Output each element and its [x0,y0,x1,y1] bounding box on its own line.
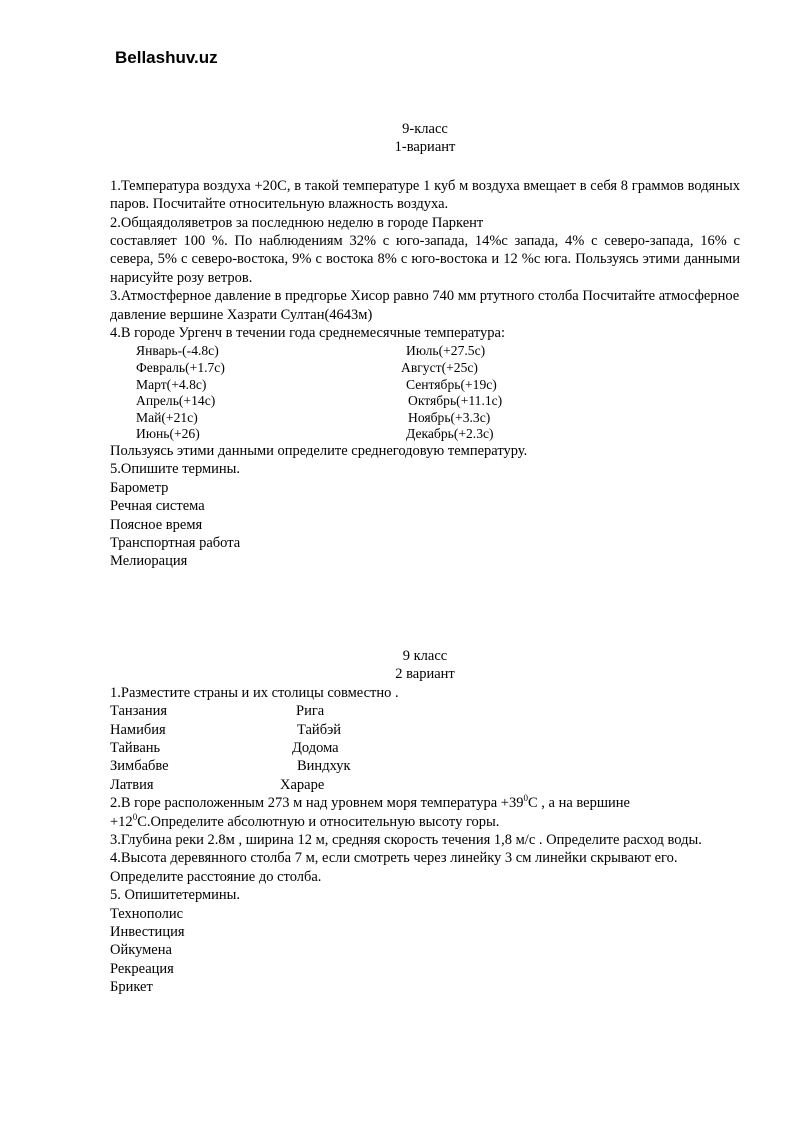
question-2-line1: 2.Общаядоляветров за последнюю неделю в городе Паркент [110,214,484,231]
capital: Виндхук [297,758,351,775]
country: Тайвань [110,740,161,756]
question-2-line2: составляет 100 %. По наблюдениям 32% с юго-запада, 14%с запада, 4% с северо-запада, 16% с севера, 5% с северо-востока, 9% с востока 8% с юго-востока и 12 %с юга. Пользуясь этими данными нарисуйте розу ветров. [110,233,740,286]
variant-title: 2 вариант [395,666,455,683]
month-temp: Апрель(+14с) [136,393,216,409]
country: Зимбабве [110,758,169,775]
question-1: 1.Температура воздуха +20С, в такой температуре 1 куб м воздуха вмещает в себя 8 граммов водяных паров. Посчитайте относительную влажность воздуха. [110,177,740,213]
question-3: 3.Атмостферное давление в предгорье Хисор равно 740 мм ртутного столба Посчитайте атмосферное давление вершине Хазрати Султан(4643м) [110,288,740,323]
month-temp: Октябрь(+11.1с) [408,393,503,409]
capital: Додома [292,740,339,756]
term: Технополис [110,905,184,922]
country: Танзания [110,703,168,720]
question-1: 1.Разместите страны и их столицы совместно . [110,684,399,701]
month-temp: Июль(+27.5с) [406,343,486,359]
question-4: 4.Высота деревянного столба 7 м, если смотреть через линейку 3 см линейки скрывают его. Определите расстояние до столба. [110,850,678,885]
term: Ойкумена [110,942,172,959]
month-temperature-table [110,342,740,442]
month-temp: Февраль(+1.7с) [136,360,225,376]
countries-capitals-table [110,702,740,794]
question-2-part-b: С , а на вершине +12 [110,795,630,830]
question-4: 4.В городе Ургенч в течении года среднемесячные температура: [110,325,506,342]
capital: Рига [296,703,325,720]
month-temp: Сентябрь(+19с) [406,376,497,392]
question-4-end: Пользуясь этими данными определите среднегодовую температуру. [110,443,528,460]
month-temp: Декабрь(+2.3с) [406,426,494,442]
question-2-part-a: 2.В горе расположенным 273 м над уровнем моря температура +39 [110,795,524,812]
question-2-part-c: С.Определите абсолютную и относительную высоту горы. [137,813,500,830]
variant-title: 1-вариант [394,139,456,156]
month-temp: Май(+21с) [136,409,198,425]
grade-title: 9-класс [402,121,448,137]
month-temp: Ноябрь(+3.3с) [408,409,491,425]
term: Барометр [110,479,169,496]
variant-2 [110,647,740,997]
capital: Хараре [280,776,325,793]
term: Поясное время [110,516,203,533]
country: Намибия [110,721,166,738]
term: Инвестиция [110,924,185,941]
question-2 [110,794,740,831]
grade-title: 9 класс [402,648,448,664]
term: Брикет [110,979,153,996]
month-temp: Март(+4.8с) [136,376,207,392]
degree-superscript: 0 [523,793,528,804]
site-name: Bellashuv.uz [115,48,218,67]
month-temp: Июнь(+26) [136,426,200,442]
month-temp: Август(+25с) [401,360,478,376]
question-5: 5. Опишитетермины. [110,887,241,904]
question-3: 3.Глубина реки 2.8м , ширина 12 м, средняя скорость течения 1,8 м/с . Определите расход воды. [110,831,702,848]
term: Речная система [110,498,205,515]
capital: Тайбэй [297,721,342,738]
term: Рекреация [110,960,174,977]
variant-1 [110,120,740,571]
question-5: 5.Опишите термины. [110,461,241,478]
month-temp: Январь-(-4.8с) [136,343,219,359]
country: Латвия [110,776,154,793]
degree-superscript: 0 [132,811,138,822]
term: Транспортная работа [110,535,241,552]
term: Мелиорация [110,553,188,570]
